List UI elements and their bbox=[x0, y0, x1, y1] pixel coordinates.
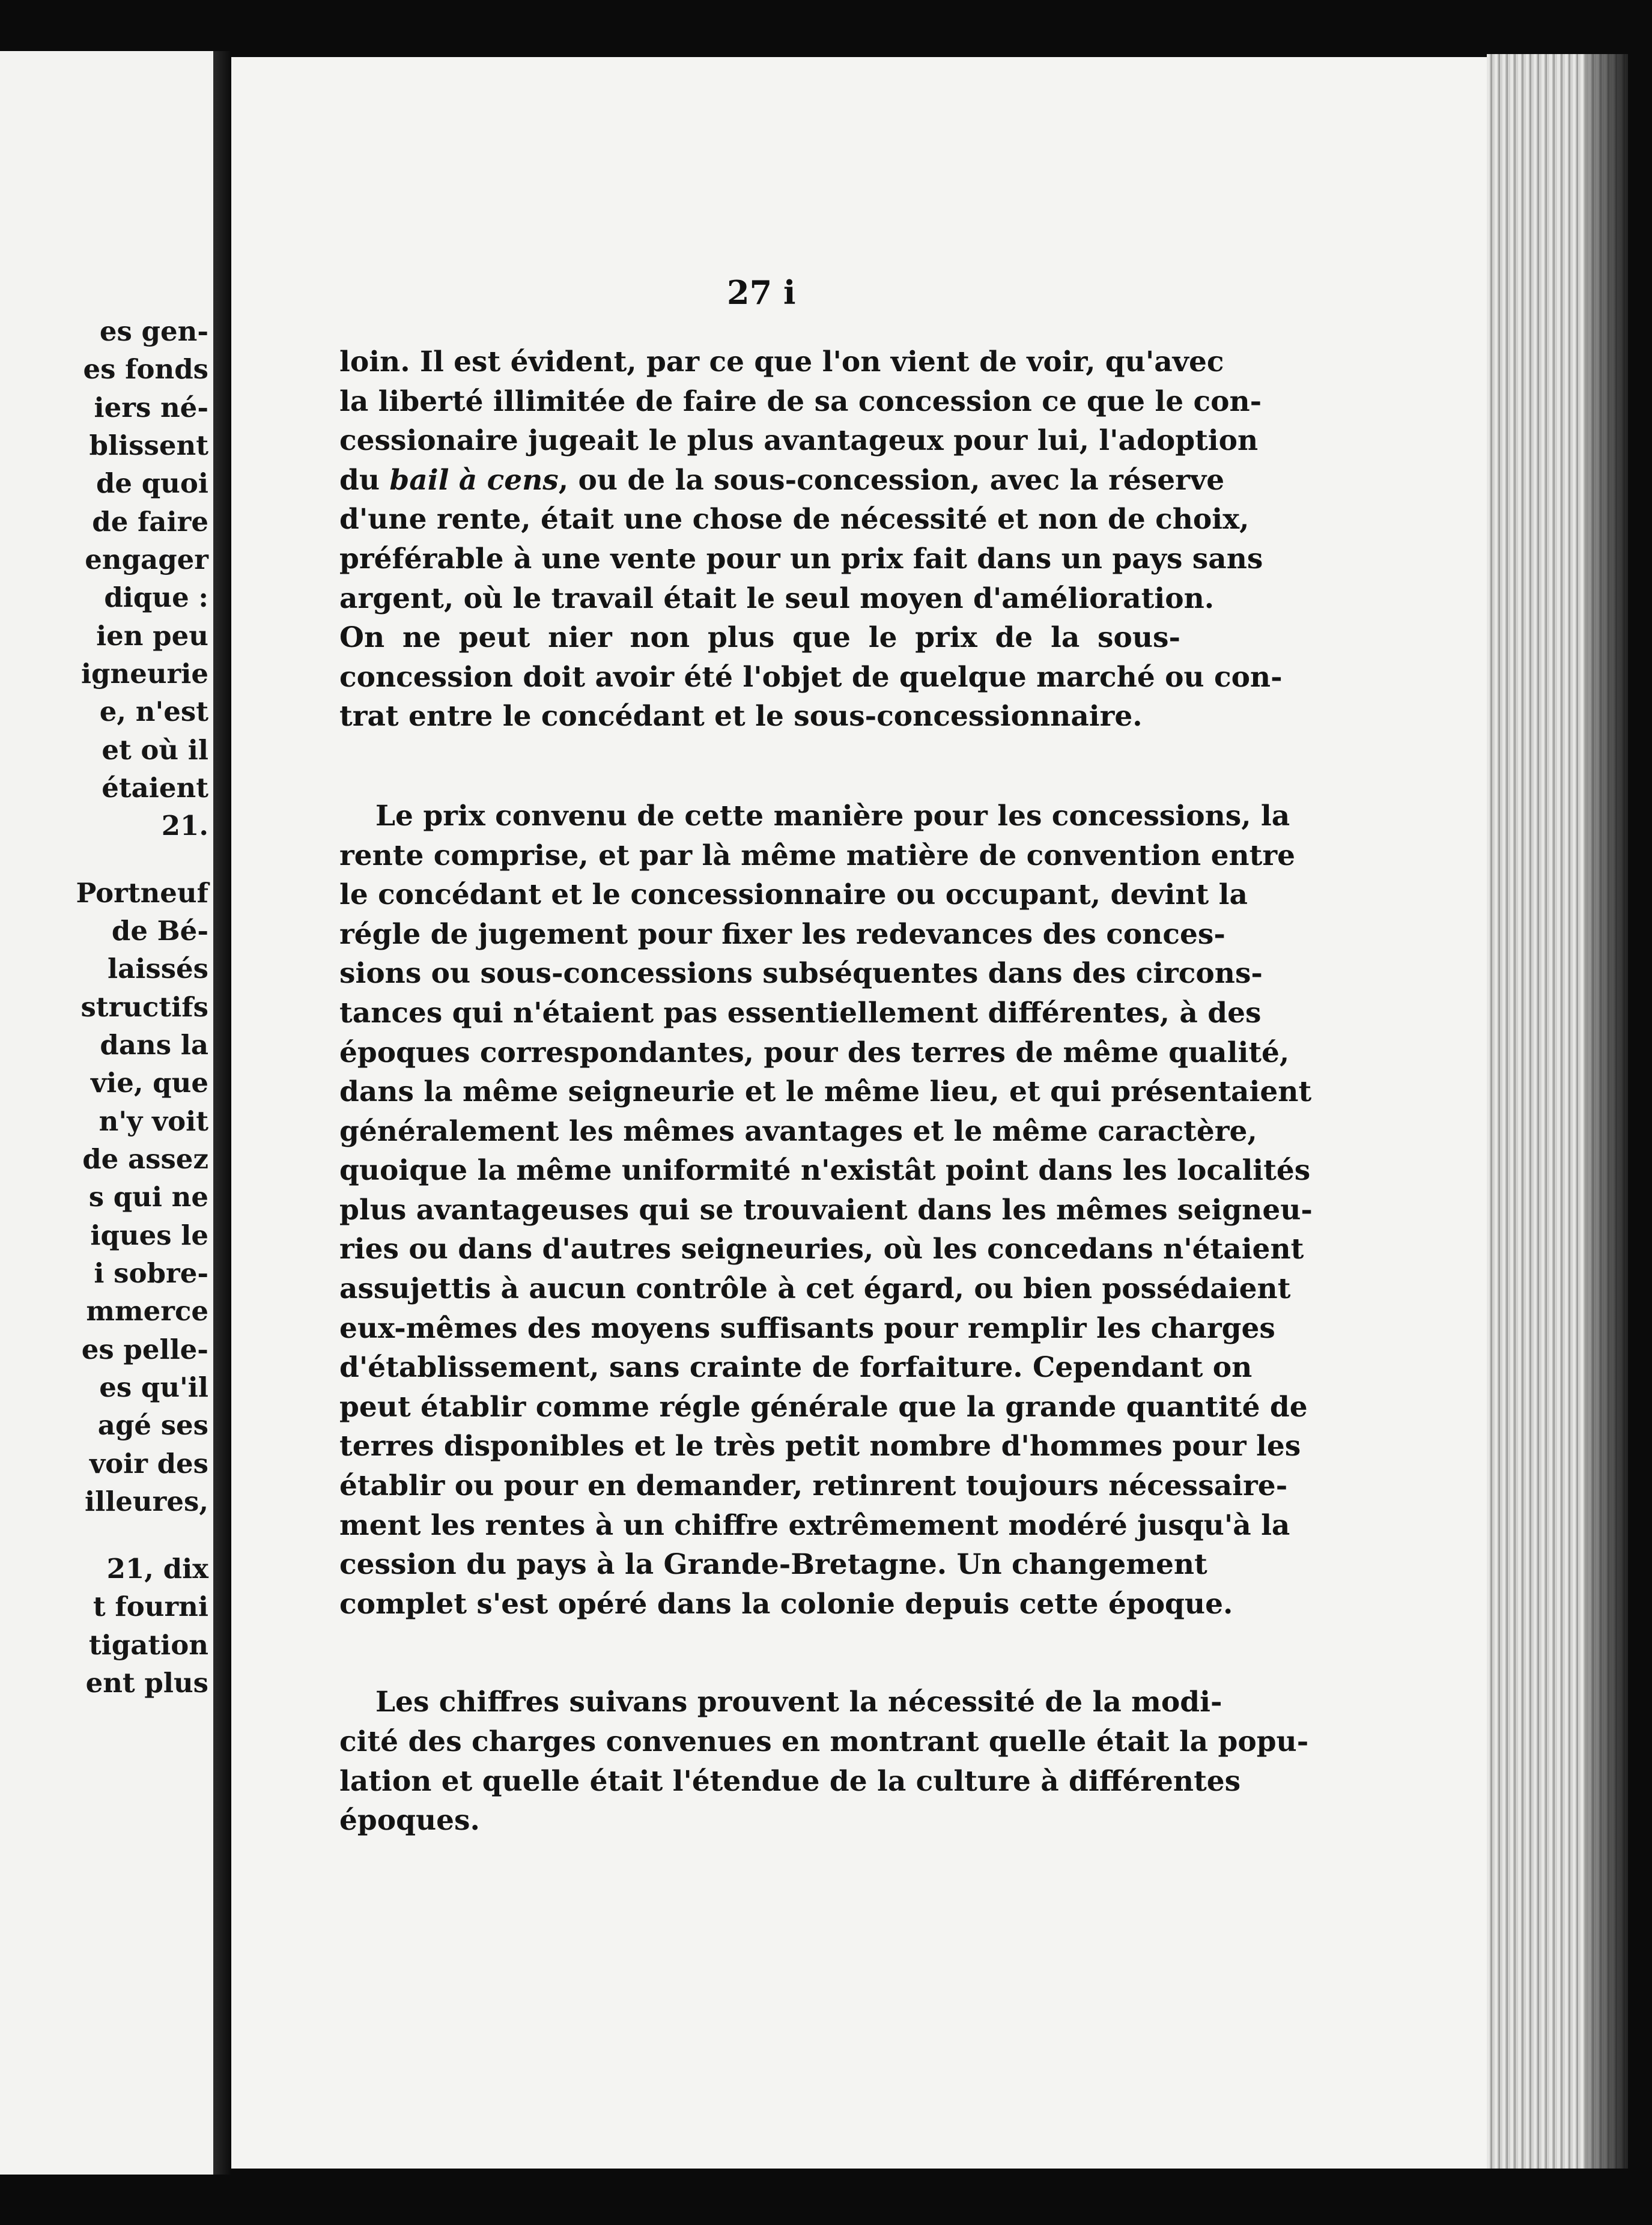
left-page-line: de quoi bbox=[96, 467, 208, 499]
text-line: cité des charges convenues en montrant quelle était la popu- bbox=[339, 1725, 1309, 1758]
text-line: généralement les mêmes avantages et le même caractère, bbox=[339, 1114, 1257, 1148]
left-page-line: ent plus bbox=[85, 1667, 208, 1699]
left-page-line: et où il bbox=[102, 734, 208, 766]
left-page-line: ien peu bbox=[96, 620, 208, 652]
paragraph-1 bbox=[339, 342, 1283, 736]
left-page-line: blissent bbox=[89, 430, 208, 461]
text-line: cessionaire jugeait le plus avantageux pour lui, l'adoption bbox=[339, 424, 1259, 458]
left-page-line: de assez bbox=[82, 1143, 208, 1175]
text-line: tances qui n'étaient pas essentiellement différentes, à des bbox=[339, 996, 1262, 1030]
text-line: argent, où le travail était le seul moyen d'amélioration. bbox=[339, 581, 1215, 615]
left-page-line: iques le bbox=[90, 1219, 208, 1251]
page-edges bbox=[1487, 54, 1628, 2169]
text-line: On ne peut nier non plus que le prix de la sous- bbox=[339, 621, 1180, 655]
text-line: préférable à une vente pour un prix fait dans un pays sans bbox=[339, 542, 1263, 575]
left-page-line: 21. bbox=[161, 810, 208, 842]
text-line bbox=[339, 461, 1225, 500]
left-page-line: Portneuf bbox=[76, 877, 208, 909]
page-body bbox=[339, 342, 1313, 1841]
left-page-line: es gen- bbox=[99, 315, 208, 347]
left-page-line: laissés bbox=[108, 953, 208, 985]
left-page-line: tigation bbox=[88, 1629, 208, 1661]
text-line: d'établissement, sans crainte de forfaiture. Cependant on bbox=[339, 1351, 1253, 1385]
left-page-line: n'y voit bbox=[99, 1105, 208, 1137]
italic-term: bail à cens bbox=[389, 463, 559, 497]
left-page-line: es qu'il bbox=[99, 1371, 208, 1403]
text-line: Le prix convenu de cette manière pour les concessions, la bbox=[375, 799, 1290, 833]
text-segment: , ou de la sous-concession, avec la réserve bbox=[558, 463, 1225, 497]
left-page-line: voir des bbox=[89, 1448, 208, 1480]
text-line: régle de jugement pour fixer les redevances des conces- bbox=[339, 917, 1225, 951]
text-line: ment les rentes à un chiffre extrêmement modéré jusqu'à la bbox=[339, 1508, 1290, 1542]
text-line: époques. bbox=[339, 1804, 480, 1838]
text-line: la liberté illimitée de faire de sa concession ce que le con- bbox=[339, 384, 1262, 418]
left-page-line: t fourni bbox=[93, 1591, 208, 1622]
left-page-line: de faire bbox=[92, 506, 208, 538]
text-line: d'une rente, était une chose de nécessité et non de choix, bbox=[339, 503, 1250, 536]
paragraph-2 bbox=[339, 797, 1313, 1624]
text-line: complet s'est opéré dans la colonie depuis cette époque. bbox=[339, 1587, 1233, 1621]
page-number: 27 i bbox=[727, 273, 796, 312]
text-line: eux-mêmes des moyens suffisants pour remplir les charges bbox=[339, 1311, 1275, 1345]
text-line: trat entre le concédant et le sous-concessionnaire. bbox=[339, 700, 1143, 733]
text-line: quoique la même uniformité n'existât point dans les localités bbox=[339, 1154, 1311, 1188]
text-line: cession du pays à la Grande-Bretagne. Un changement bbox=[339, 1548, 1207, 1582]
text-line: Les chiffres suivans prouvent la nécessité de la modi- bbox=[375, 1686, 1222, 1719]
text-line: dans la même seigneurie et le même lieu, et qui présentaient bbox=[339, 1075, 1312, 1109]
left-page-line: engager bbox=[85, 544, 208, 575]
text-line: plus avantageuses qui se trouvaient dans les mêmes seigneu- bbox=[339, 1193, 1313, 1227]
left-page-line: e, n'est bbox=[99, 696, 208, 727]
left-facing-page bbox=[0, 51, 213, 2175]
text-line: assujettis à aucun contrôle à cet égard, ou bien possédaient bbox=[339, 1272, 1291, 1306]
left-page-line: dans la bbox=[100, 1029, 208, 1061]
text-line: peut établir comme régle générale que la grande quantité de bbox=[339, 1390, 1308, 1424]
text-line: concession doit avoir été l'objet de quelque marché ou con- bbox=[339, 660, 1283, 694]
text-line: ries ou dans d'autres seigneuries, où les concedans n'étaient bbox=[339, 1233, 1304, 1266]
left-page-line: de Bé- bbox=[111, 915, 208, 947]
paragraph-3 bbox=[339, 1683, 1309, 1840]
left-page-line: 21, dix bbox=[106, 1553, 208, 1585]
text-line: terres disponibles et le très petit nombre d'hommes pour les bbox=[339, 1430, 1301, 1463]
text-line: lation et quelle était l'étendue de la culture à différentes bbox=[339, 1764, 1241, 1798]
text-line: le concédant et le concessionnaire ou occupant, devint la bbox=[339, 878, 1248, 912]
left-page-line: dique : bbox=[104, 581, 208, 613]
left-page-line: s qui ne bbox=[88, 1181, 208, 1213]
text-line: établir ou pour en demander, retinrent toujours nécessaire- bbox=[339, 1469, 1288, 1503]
left-page-line: i sobre- bbox=[94, 1257, 208, 1289]
left-page-line: es pelle- bbox=[81, 1334, 208, 1365]
left-page-line: es fonds bbox=[83, 353, 208, 385]
text-line: loin. Il est évident, par ce que l'on vient de voir, qu'avec bbox=[339, 345, 1224, 378]
text-line: sions ou sous-concessions subséquentes dans des circons- bbox=[339, 957, 1263, 991]
left-page-line: igneurie bbox=[80, 658, 208, 690]
left-page-line: étaient bbox=[102, 772, 208, 804]
text-line: époques correspondantes, pour des terres de même qualité, bbox=[339, 1036, 1290, 1069]
text-line: rente comprise, et par là même matière de convention entre bbox=[339, 839, 1296, 872]
left-page-line: mmerce bbox=[86, 1295, 208, 1327]
left-page-line: illeures, bbox=[85, 1486, 208, 1517]
left-page-line: iers né- bbox=[94, 392, 208, 423]
left-page-line: agé ses bbox=[97, 1409, 208, 1441]
text-segment: du bbox=[339, 463, 390, 497]
left-page-line: vie, que bbox=[90, 1067, 208, 1099]
book-gutter bbox=[213, 51, 231, 2175]
left-page-line: structifs bbox=[80, 991, 208, 1023]
